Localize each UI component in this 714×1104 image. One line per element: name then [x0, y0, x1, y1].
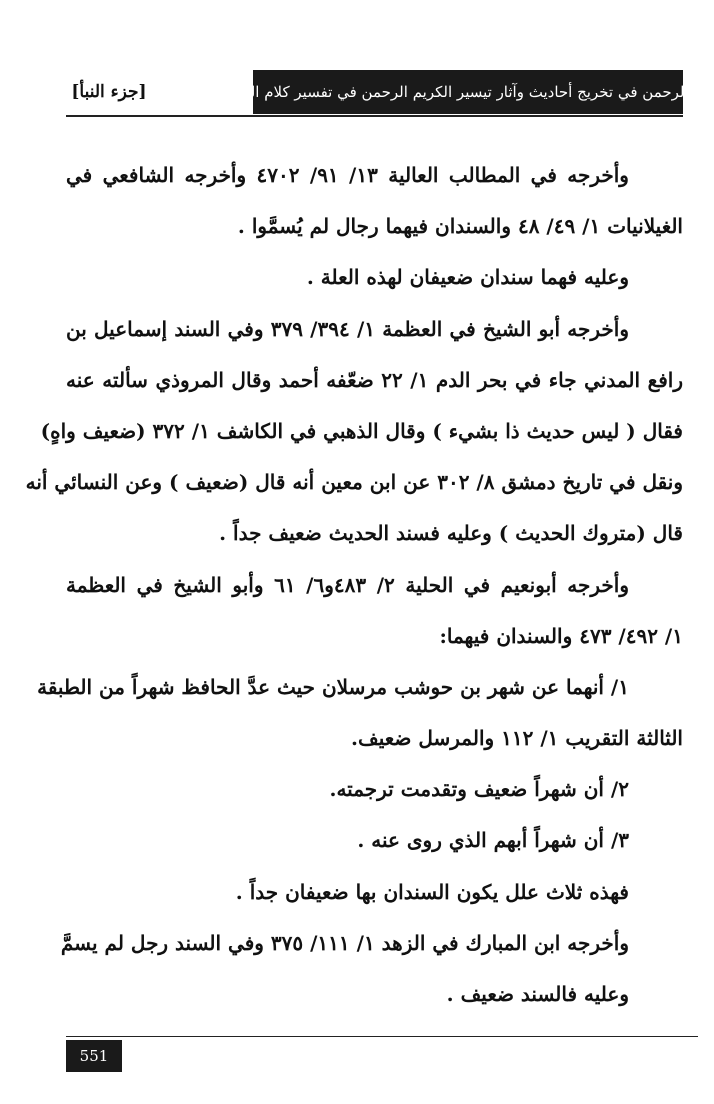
paragraph-line: ونقل في تاريخ دمشق ٨/ ٣٠٢ عن ابن معين أنه قال (ضعيف ) وعن النسائي أنه — [25, 470, 683, 495]
paragraph-line: رافع المدني جاء في بحر الدم ١/ ٢٢ ضعّفه أحمد وقال المروذي سألته عنه — [66, 367, 683, 392]
paragraph-line: وأخرجه أبو الشيخ في العظمة ١/ ٣٩٤/ ٣٧٩ وفي السند إسماعيل بن — [66, 316, 629, 341]
page-number: 551 — [66, 1040, 122, 1072]
list-item-line: ٢/ أن شهراً ضعيف وتقدمت ترجمته. — [329, 777, 629, 802]
paragraph-line: قال (متروك الحديث ) وعليه فسند الحديث ضعيف جداً . — [219, 521, 683, 546]
part-label: [جزء النبأ] — [71, 82, 147, 102]
header-divider — [66, 115, 683, 117]
paragraph-line: وعليه فالسند ضعيف . — [446, 982, 629, 1006]
list-item-line: الثالثة التقريب ١/ ١١٢ والمرسل ضعيف. — [351, 726, 683, 751]
footer-divider — [66, 1036, 698, 1037]
list-item-line: ١/ أنهما عن شهر بن حوشب مرسلان حيث عدَّ الحافظ شهراً من الطبقة — [37, 674, 629, 699]
paragraph-line: ١/ ٤٩٢/ ٤٧٣ والسندان فيهما: — [439, 623, 683, 648]
list-item-line: ٣/ أن شهراً أبهم الذي روى عنه . — [357, 828, 629, 853]
paragraph-line: وأخرجه في المطالب العالية ١٣/ ٩١/ ٤٧٠٢ وأخرجه الشافعي في — [66, 163, 629, 187]
running-header-title — [221, 70, 714, 114]
page-body — [25, 150, 683, 1020]
paragraph-line: وأخرجه أبونعيم في الحلية ٢/ ٤٨٣و٦/ ٦١ وأبو الشيخ في العظمة — [66, 572, 629, 597]
paragraph-line: وأخرجه ابن المبارك في الزهد ١/ ١١١/ ٣٧٥ وفي السند رجل لم يسمَّ — [60, 930, 629, 955]
paragraph-line: فقال ( ليس حديث ذا بشيء ) وقال الذهبي في الكاشف ١/ ٣٧٢ (ضعيف واهٍ) — [40, 418, 683, 443]
paragraph-line: الغيلانيات ١/ ٤٩/ ٤٨ والسندان فيهما رجال لم يُسمَّوا . — [237, 214, 683, 239]
book-title: منة الرحمن في تخريج أحاديث وآثار تيسير الكريم الرحمن في تفسير كلام المنان — [221, 83, 714, 101]
paragraph-line: وعليه فهما سندان ضعيفان لهذه العلة . — [306, 265, 629, 290]
paragraph-line: فهذه ثلاث علل يكون السندان بها ضعيفان جداً . — [235, 879, 629, 904]
